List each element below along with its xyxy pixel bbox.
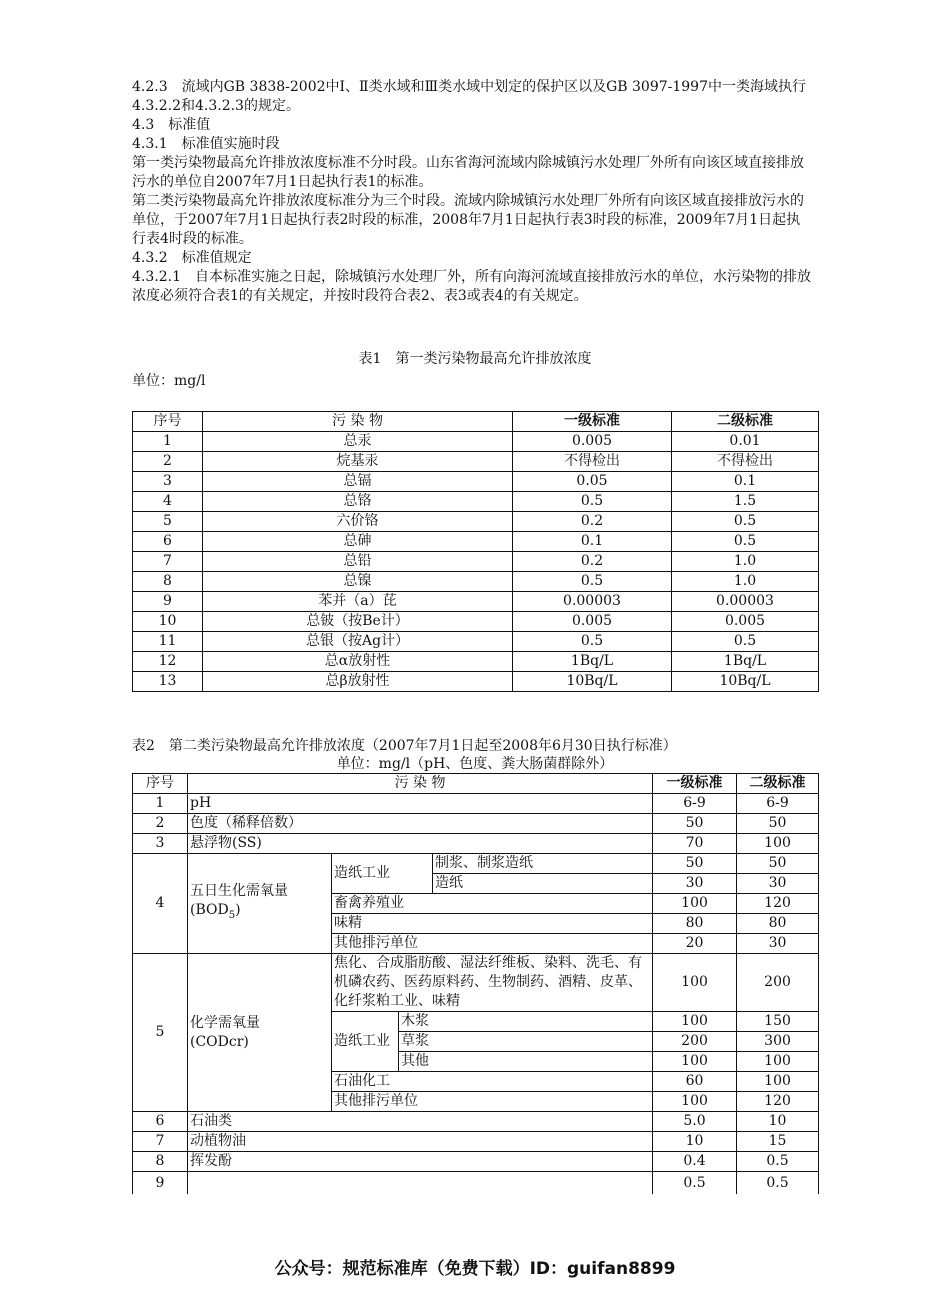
row-no: 4 — [133, 854, 188, 954]
paragraph: 第二类污染物最高允许排放浓度标准分为三个时段。流域内除城镇污水处理厂外所有向该区域直接排放污水的单位，于2007年7月1日起执行表2时段的标准，2008年7月1日起执行表3时段的标准，2009年7月1日起执行表4时段的标准。 — [132, 193, 804, 247]
row-no: 5 — [133, 512, 203, 532]
row-grade1: 不得检出 — [513, 452, 672, 472]
row-grade1: 50 — [653, 854, 737, 874]
row-pollutant: 总铍（按Be计） — [203, 612, 513, 632]
row-pollutant: 苯并（a）芘 — [203, 592, 513, 612]
row-no: 1 — [133, 794, 188, 814]
sector: 石油化工 — [332, 1072, 653, 1092]
row-grade2: 1Bq/L — [672, 652, 819, 672]
table-row — [133, 1152, 819, 1172]
row-no: 8 — [133, 572, 203, 592]
row-pollutant: 总铅 — [203, 552, 513, 572]
pollutant-name: 五日生化需氧量 — [190, 883, 288, 900]
row-no: 1 — [133, 432, 203, 452]
row-grade1: 100 — [653, 1092, 737, 1112]
row-grade2: 100 — [737, 1052, 819, 1072]
row-grade1: 0.5 — [653, 1172, 737, 1195]
table-row — [133, 432, 819, 452]
row-grade2: 100 — [737, 834, 819, 854]
row-grade2: 120 — [737, 1092, 819, 1112]
row-grade1: 0.005 — [513, 612, 672, 632]
table-row — [133, 472, 819, 492]
header-grade1: 一级标准 — [653, 774, 737, 794]
header-no: 序号 — [133, 774, 188, 794]
table1-caption: 表1 第一类污染物最高允许排放浓度 — [358, 351, 592, 367]
pollutant-abbr: (BOD — [190, 902, 229, 919]
row-grade2: 0.5 — [672, 532, 819, 552]
table-row — [133, 532, 819, 552]
pollutant-abbr-close: ) — [235, 902, 241, 919]
row-grade1: 80 — [653, 914, 737, 934]
row-no: 3 — [133, 472, 203, 492]
row-grade1: 0.5 — [513, 492, 672, 512]
table-row — [133, 452, 819, 472]
row-grade2: 10 — [737, 1112, 819, 1132]
row-no: 7 — [133, 552, 203, 572]
row-pollutant: 色度（稀释倍数） — [188, 814, 653, 834]
row-grade2: 100 — [737, 1072, 819, 1092]
sector: 味精 — [332, 914, 653, 934]
row-grade1: 50 — [653, 814, 737, 834]
row-grade2: 0.01 — [672, 432, 819, 452]
row-no: 13 — [133, 672, 203, 692]
header-grade2: 二级标准 — [737, 774, 819, 794]
paragraph: 第一类污染物最高允许排放浓度标准不分时段。山东省海河流域内除城镇污水处理厂外所有向该区域直接排放污水的单位自2007年7月1日起执行表1的标准。 — [132, 155, 804, 190]
sector: 其他排污单位 — [332, 1092, 653, 1112]
paragraph: 4.2.3 流域内GB 3838-2002中Ⅰ、Ⅱ类水域和Ⅲ类水域中划定的保护区以及GB 3097-1997中一类海域执行4.3.2.2和4.3.2.3的规定。 — [132, 79, 806, 114]
sub-sector: 制浆、制浆造纸 — [433, 854, 653, 874]
row-grade1: 100 — [653, 1052, 737, 1072]
row-grade1: 30 — [653, 874, 737, 894]
row-grade1: 70 — [653, 834, 737, 854]
row-grade1: 0.2 — [513, 512, 672, 532]
row-pollutant: 总镍 — [203, 572, 513, 592]
footer-watermark: 公众号：规范标准库（免费下载）ID：guifan8899 — [274, 1259, 676, 1279]
row-no: 4 — [133, 492, 203, 512]
paragraph: 4.3.1 标准值实施时段 — [132, 136, 280, 152]
table-row — [133, 794, 819, 814]
row-pollutant: 总β放射性 — [203, 672, 513, 692]
row-grade2: 0.1 — [672, 472, 819, 492]
row-grade1: 0.5 — [513, 572, 672, 592]
row-grade2: 30 — [737, 934, 819, 954]
row-pollutant: 烷基汞 — [203, 452, 513, 472]
row-grade2: 50 — [737, 854, 819, 874]
row-grade2: 0.5 — [672, 512, 819, 532]
row-grade1: 0.1 — [513, 532, 672, 552]
table-header-row — [133, 412, 819, 432]
sector-paper: 造纸工业 — [332, 854, 433, 894]
row-grade2: 50 — [737, 814, 819, 834]
sub-sector: 草浆 — [399, 1032, 653, 1052]
table-row — [133, 834, 819, 854]
row-no: 6 — [133, 532, 203, 552]
row-grade2: 300 — [737, 1032, 819, 1052]
table-row — [133, 1132, 819, 1152]
row-pollutant: 总α放射性 — [203, 652, 513, 672]
row-grade1: 0.5 — [513, 632, 672, 652]
row-no: 12 — [133, 652, 203, 672]
table2-unit: 单位：mg/l（pH、色度、粪大肠菌群除外） — [336, 756, 614, 772]
table-row — [133, 592, 819, 612]
row-grade1: 100 — [653, 954, 737, 1012]
table-row — [133, 652, 819, 672]
row-grade1: 10 — [653, 1132, 737, 1152]
row-no: 2 — [133, 452, 203, 472]
row-pollutant: 总砷 — [203, 532, 513, 552]
row-no: 7 — [133, 1132, 188, 1152]
table-row — [133, 954, 819, 1012]
header-no: 序号 — [133, 412, 203, 432]
row-grade2: 0.00003 — [672, 592, 819, 612]
row-grade1: 1Bq/L — [513, 652, 672, 672]
row-grade1: 20 — [653, 934, 737, 954]
table-row — [133, 1172, 819, 1195]
row-no: 2 — [133, 814, 188, 834]
row-grade2: 150 — [737, 1012, 819, 1032]
table-row — [133, 572, 819, 592]
row-grade1: 5.0 — [653, 1112, 737, 1132]
header-grade1: 一级标准 — [513, 412, 672, 432]
row-grade1: 0.00003 — [513, 592, 672, 612]
row-grade2: 15 — [737, 1132, 819, 1152]
row-no: 9 — [133, 1172, 188, 1195]
table-row — [133, 512, 819, 532]
row-grade1: 0.2 — [513, 552, 672, 572]
sub-sector: 造纸 — [433, 874, 653, 894]
table2 — [132, 773, 819, 1194]
row-pollutant: 六价铬 — [203, 512, 513, 532]
paragraph: 4.3.2 标准值规定 — [132, 250, 252, 266]
row-grade2: 120 — [737, 894, 819, 914]
row-grade2: 0.005 — [672, 612, 819, 632]
table2-caption: 表2 第二类污染物最高允许排放浓度（2007年7月1日起至2008年6月30日执行标准） — [132, 738, 677, 754]
paragraph: 4.3.2.1 自本标准实施之日起，除城镇污水处理厂外，所有向海河流域直接排放污水的单位，水污染物的排放浓度必须符合表1的有关规定，并按时段符合表2、表3或表4的有关规定。 — [132, 269, 811, 304]
header-pollutant: 污 染 物 — [188, 774, 653, 794]
row-grade1: 0.4 — [653, 1152, 737, 1172]
row-grade2: 30 — [737, 874, 819, 894]
sector: 畜禽养殖业 — [332, 894, 653, 914]
row-pollutant — [188, 1172, 653, 1195]
row-grade2: 200 — [737, 954, 819, 1012]
row-no: 11 — [133, 632, 203, 652]
row-no: 10 — [133, 612, 203, 632]
table-row — [133, 1112, 819, 1132]
row-pollutant: 石油类 — [188, 1112, 653, 1132]
table-row — [133, 612, 819, 632]
row-pollutant: 总汞 — [203, 432, 513, 452]
row-grade2: 1.0 — [672, 552, 819, 572]
row-grade2: 1.0 — [672, 572, 819, 592]
row-grade1: 200 — [653, 1032, 737, 1052]
sub-sector: 其他 — [399, 1052, 653, 1072]
row-grade2: 0.5 — [672, 632, 819, 652]
row-pollutant: 总铬 — [203, 492, 513, 512]
row-pollutant: 悬浮物(SS) — [188, 834, 653, 854]
sector-paper: 造纸工业 — [332, 1012, 399, 1072]
sector: 其他排污单位 — [332, 934, 653, 954]
row-grade2: 0.5 — [737, 1152, 819, 1172]
pollutant-abbr: (CODcr) — [190, 1033, 249, 1050]
row-no: 5 — [133, 954, 188, 1112]
row-pollutant: pH — [188, 794, 653, 814]
table-row — [133, 854, 819, 874]
row-grade1: 6-9 — [653, 794, 737, 814]
row-pollutant: 挥发酚 — [188, 1152, 653, 1172]
row-grade2: 0.5 — [737, 1172, 819, 1195]
row-grade1: 0.05 — [513, 472, 672, 492]
table-row — [133, 492, 819, 512]
row-grade1: 100 — [653, 1012, 737, 1032]
row-no: 9 — [133, 592, 203, 612]
body-text — [132, 78, 812, 306]
row-pollutant: 总银（按Ag计） — [203, 632, 513, 652]
pollutant-abbr-sub: 5 — [228, 909, 236, 921]
row-pollutant: 总镉 — [203, 472, 513, 492]
table1 — [132, 411, 819, 692]
row-no: 6 — [133, 1112, 188, 1132]
pollutant-name: 化学需氧量 — [190, 1014, 260, 1031]
header-grade2: 二级标准 — [672, 412, 819, 432]
row-grade1: 100 — [653, 894, 737, 914]
row-grade2: 不得检出 — [672, 452, 819, 472]
sector: 焦化、合成脂肪酸、湿法纤维板、染料、洗毛、有机磷农药、医药原料药、生物制药、酒精、皮革、化纤浆粕工业、味精 — [332, 954, 653, 1012]
row-grade2: 10Bq/L — [672, 672, 819, 692]
row-pollutant — [188, 854, 332, 954]
row-grade2: 6-9 — [737, 794, 819, 814]
row-grade1: 10Bq/L — [513, 672, 672, 692]
row-no: 8 — [133, 1152, 188, 1172]
row-grade2: 80 — [737, 914, 819, 934]
row-pollutant: 动植物油 — [188, 1132, 653, 1152]
paragraph: 4.3 标准值 — [132, 117, 211, 133]
table-row — [133, 814, 819, 834]
table-row — [133, 672, 819, 692]
row-grade1: 60 — [653, 1072, 737, 1092]
header-pollutant: 污 染 物 — [203, 412, 513, 432]
table-row — [133, 552, 819, 572]
table-header-row — [133, 774, 819, 794]
row-grade1: 0.005 — [513, 432, 672, 452]
table1-unit: 单位：mg/l — [132, 373, 206, 389]
row-grade2: 1.5 — [672, 492, 819, 512]
table-row — [133, 632, 819, 652]
row-pollutant — [188, 954, 332, 1112]
sub-sector: 木浆 — [399, 1012, 653, 1032]
row-no: 3 — [133, 834, 188, 854]
